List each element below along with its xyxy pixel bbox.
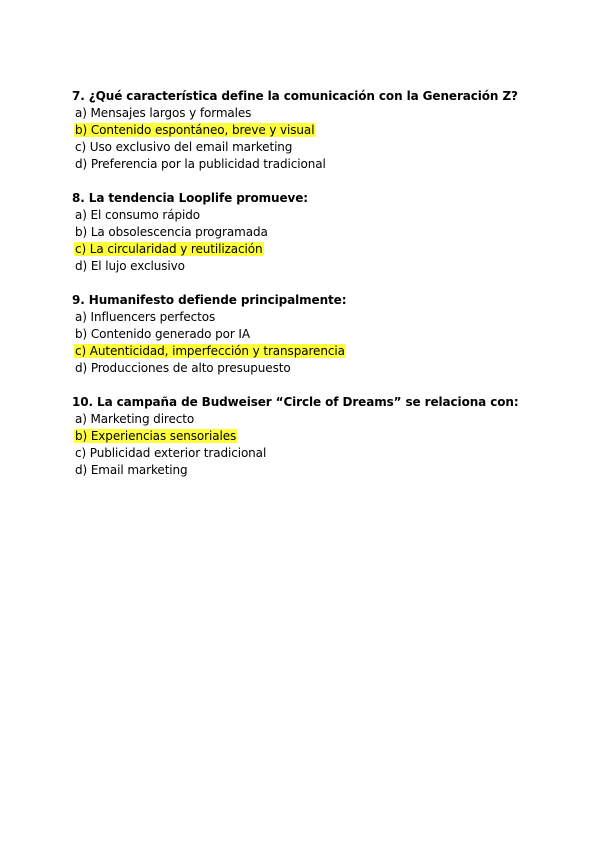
option-text-highlighted: b) Contenido espontáneo, breve y visual [75, 123, 315, 137]
option-text: a) El consumo rápido [75, 208, 201, 222]
question-title: 9. Humanifesto defiende principalmente: [72, 293, 347, 307]
option-d [72, 156, 572, 173]
question-9 [72, 292, 572, 377]
option-text: b) La obsolescencia programada [75, 225, 268, 239]
option-b [72, 224, 572, 241]
option-text-highlighted: b) Experiencias sensoriales [75, 429, 237, 443]
option-text: d) Preferencia por la publicidad tradicional [75, 157, 326, 171]
option-d [72, 360, 572, 377]
option-c [72, 139, 572, 156]
option-text-highlighted: c) Autenticidad, imperfección y transparencia [75, 344, 345, 358]
option-text-highlighted: c) La circularidad y reutilización [75, 242, 263, 256]
option-b-correct [72, 428, 572, 445]
question-title: 7. ¿Qué característica define la comunicación con la Generación Z? [72, 89, 518, 103]
option-text: b) Contenido generado por IA [75, 327, 250, 341]
option-a [72, 105, 572, 122]
option-text: d) Email marketing [75, 463, 188, 477]
option-c-correct [72, 241, 572, 258]
option-text: d) El lujo exclusivo [75, 259, 185, 273]
option-d [72, 258, 572, 275]
option-a [72, 309, 572, 326]
option-a [72, 411, 572, 428]
option-b-correct [72, 122, 572, 139]
option-c-correct [72, 343, 572, 360]
option-text: c) Publicidad exterior tradicional [75, 446, 267, 460]
option-d [72, 462, 572, 479]
option-text: c) Uso exclusivo del email marketing [75, 140, 293, 154]
option-text: a) Mensajes largos y formales [75, 106, 252, 120]
option-a [72, 207, 572, 224]
option-text: a) Marketing directo [75, 412, 195, 426]
question-8 [72, 190, 572, 275]
option-b [72, 326, 572, 343]
option-c [72, 445, 572, 462]
question-title: 10. La campaña de Budweiser “Circle of Dreams” se relaciona con: [72, 395, 519, 409]
question-title: 8. La tendencia Looplife promueve: [72, 191, 308, 205]
question-10 [72, 394, 572, 479]
option-text: a) Influencers perfectos [75, 310, 216, 324]
question-7 [72, 88, 572, 173]
option-text: d) Producciones de alto presupuesto [75, 361, 291, 375]
